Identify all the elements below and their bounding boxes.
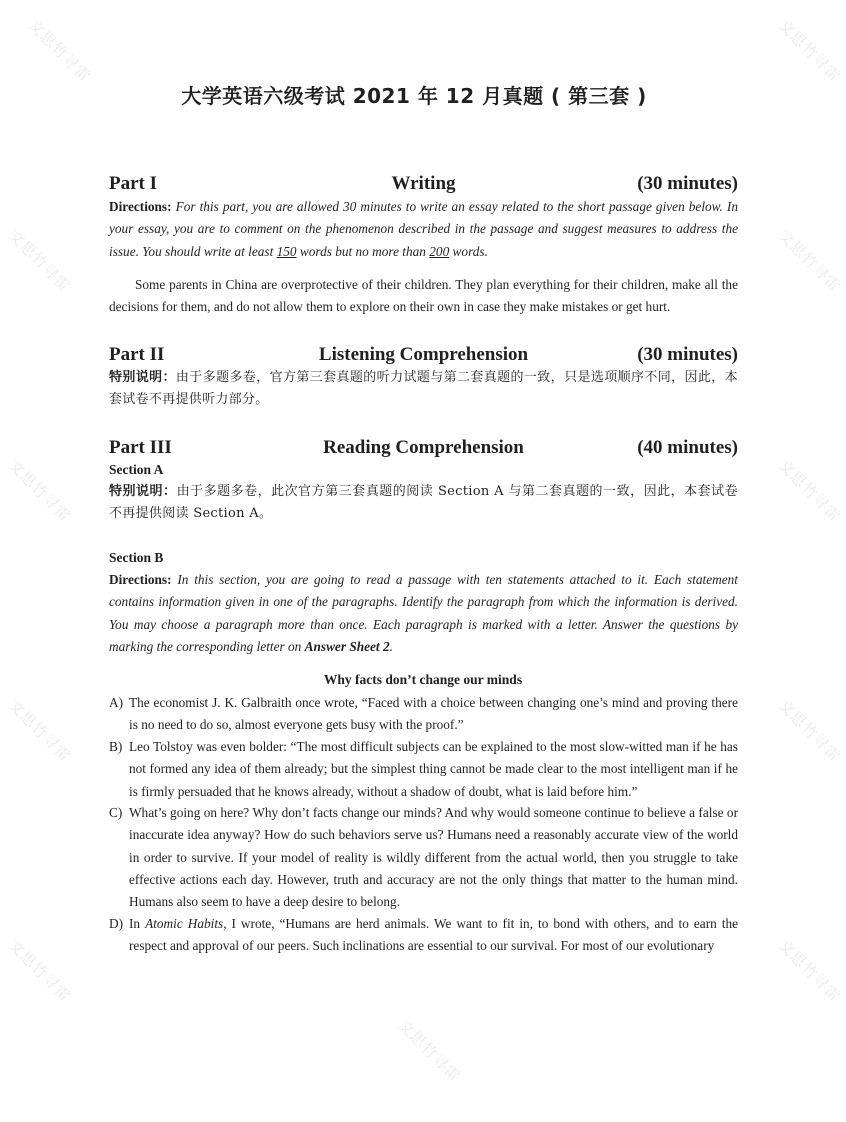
directions-label: Directions:: [109, 199, 172, 214]
part1-header: [109, 173, 738, 197]
watermark: 文思竹寻雷: [5, 456, 75, 526]
note-label: 特别说明：: [109, 484, 177, 499]
directions-label: Directions:: [109, 572, 172, 587]
paragraph-letter: C): [109, 805, 123, 820]
paragraph-text: The economist J. K. Galbraith once wrote, “Faced with a choice between changing one’s mind and proving there is no need to do so, almost everyone gets busy with the proof.”: [129, 695, 738, 733]
part3-name: Reading Comprehension: [323, 437, 524, 458]
paragraph-text: [129, 913, 738, 958]
part2-name: Listening Comprehension: [318, 344, 529, 365]
paragraph-text: Leo Tolstoy was even bolder: “The most difficult subjects can be explained to the most slow-witted man if he has not formed any idea of them already; but the simplest thing cannot be made clear to the most intelligent man if he is firmly persuaded that he knows already, without a shadow of doubt, what is laid before him.”: [129, 739, 738, 799]
book-title: Atomic Habits: [145, 916, 224, 931]
watermark: 文思竹寻雷: [775, 936, 845, 1006]
note-label: 特别说明：: [109, 370, 176, 385]
watermark: 文思竹寻雷: [775, 696, 845, 766]
part3-label: Part III: [109, 437, 172, 458]
directions-text: In this section, you are going to read a passage with ten statements attached to it. Each statement contains information given in one of the paragraphs. Identify the paragraph from which the information is derived. You may choose a paragraph more than once. Each paragraph is marked with a letter. Answer the questions by marking the corresponding letter on: [109, 572, 738, 654]
note-text: 由于多题多卷，官方第三套真题的听力试题与第二套真题的一致，只是选项顺序不同，因此，本套试卷不再提供听力部分。: [109, 370, 738, 408]
directions-text-a: For this part, you are allowed 30 minutes to write an essay related to the short passage given below. In your essay, you are to comment on the phenomenon described in the passage and suggest measures to address the issue. You should write at least: [109, 199, 738, 259]
watermark: 文思竹寻雷: [5, 936, 75, 1006]
max-words: 200: [429, 243, 450, 259]
answer-sheet: Answer Sheet 2: [304, 638, 390, 654]
section-b-heading: Section B: [109, 550, 164, 565]
paragraph-b: [109, 736, 738, 803]
part1-time: (30 minutes): [637, 173, 738, 194]
note-text: 由于多题多卷，此次官方第三套真题的阅读 Section A 与第二套真题的一致，因此，本套试卷不再提供阅读 Section A。: [109, 484, 738, 522]
part1-passage: Some parents in China are overprotective of their children. They plan everything for their children, make all the decisions for them, and do not allow them to explore on their own in case they make mistakes or get hurt.: [109, 277, 738, 315]
part3-header: [109, 437, 738, 461]
part3-time: (40 minutes): [637, 437, 738, 458]
paragraph-d: [109, 913, 738, 958]
watermark: 文思竹寻雷: [395, 1016, 465, 1086]
watermark: 文思竹寻雷: [775, 456, 845, 526]
min-words: 150: [276, 243, 297, 259]
watermark: 文思竹寻雷: [5, 696, 75, 766]
part2-header: [109, 344, 738, 368]
part1-directions: [109, 196, 738, 263]
paragraph-a: [109, 692, 738, 737]
watermark: 文思竹寻雷: [775, 16, 845, 86]
exam-title: 大学英语六级考试 2021 年 12 月真题 ( 第三套 ): [181, 84, 647, 108]
paragraph-c: [109, 802, 738, 913]
paragraph-text: What’s going on here? Why don’t facts change our minds? And why would someone continue to believe a false or inaccurate idea anyway? How do such behaviors serve us? Humans need a reasonably accurate view of the world in order to survive. If your model of reality is wildly different from the actual world, then you struggle to take effective actions each day. However, truth and accuracy are not the only things that matter to the human mind. Humans also seem to have a deep desire to belong.: [129, 805, 738, 910]
directions-text-b: words but no more than: [296, 243, 430, 259]
watermark: 文思竹寻雷: [775, 226, 845, 296]
section-a-heading: Section A: [109, 462, 164, 477]
directions-end: .: [389, 638, 393, 654]
text-pre: In: [129, 916, 146, 931]
section-b-directions: [109, 569, 738, 658]
paragraph-letter: B): [109, 739, 123, 754]
article-title: Why facts don’t change our minds: [323, 672, 523, 687]
watermark: 文思竹寻雷: [5, 226, 75, 296]
part2-note: [109, 367, 738, 412]
paragraph-letter: A): [109, 695, 124, 710]
part2-label: Part II: [109, 344, 165, 365]
paragraph-letter: D): [109, 916, 124, 931]
part3-note: [109, 481, 738, 526]
directions-text-c: words.: [449, 243, 488, 259]
text-main: , I wrote, “Humans are herd animals. We want to fit in, to bond with others, and to earn the respect and approval of our peers. Such inclinations are essential to our survival. For most of our evolutionary: [129, 916, 739, 954]
watermark: 文思竹寻雷: [25, 16, 95, 86]
part2-time: (30 minutes): [637, 344, 738, 365]
part1-label: Part I: [109, 173, 158, 194]
part1-name: Writing: [391, 173, 456, 194]
